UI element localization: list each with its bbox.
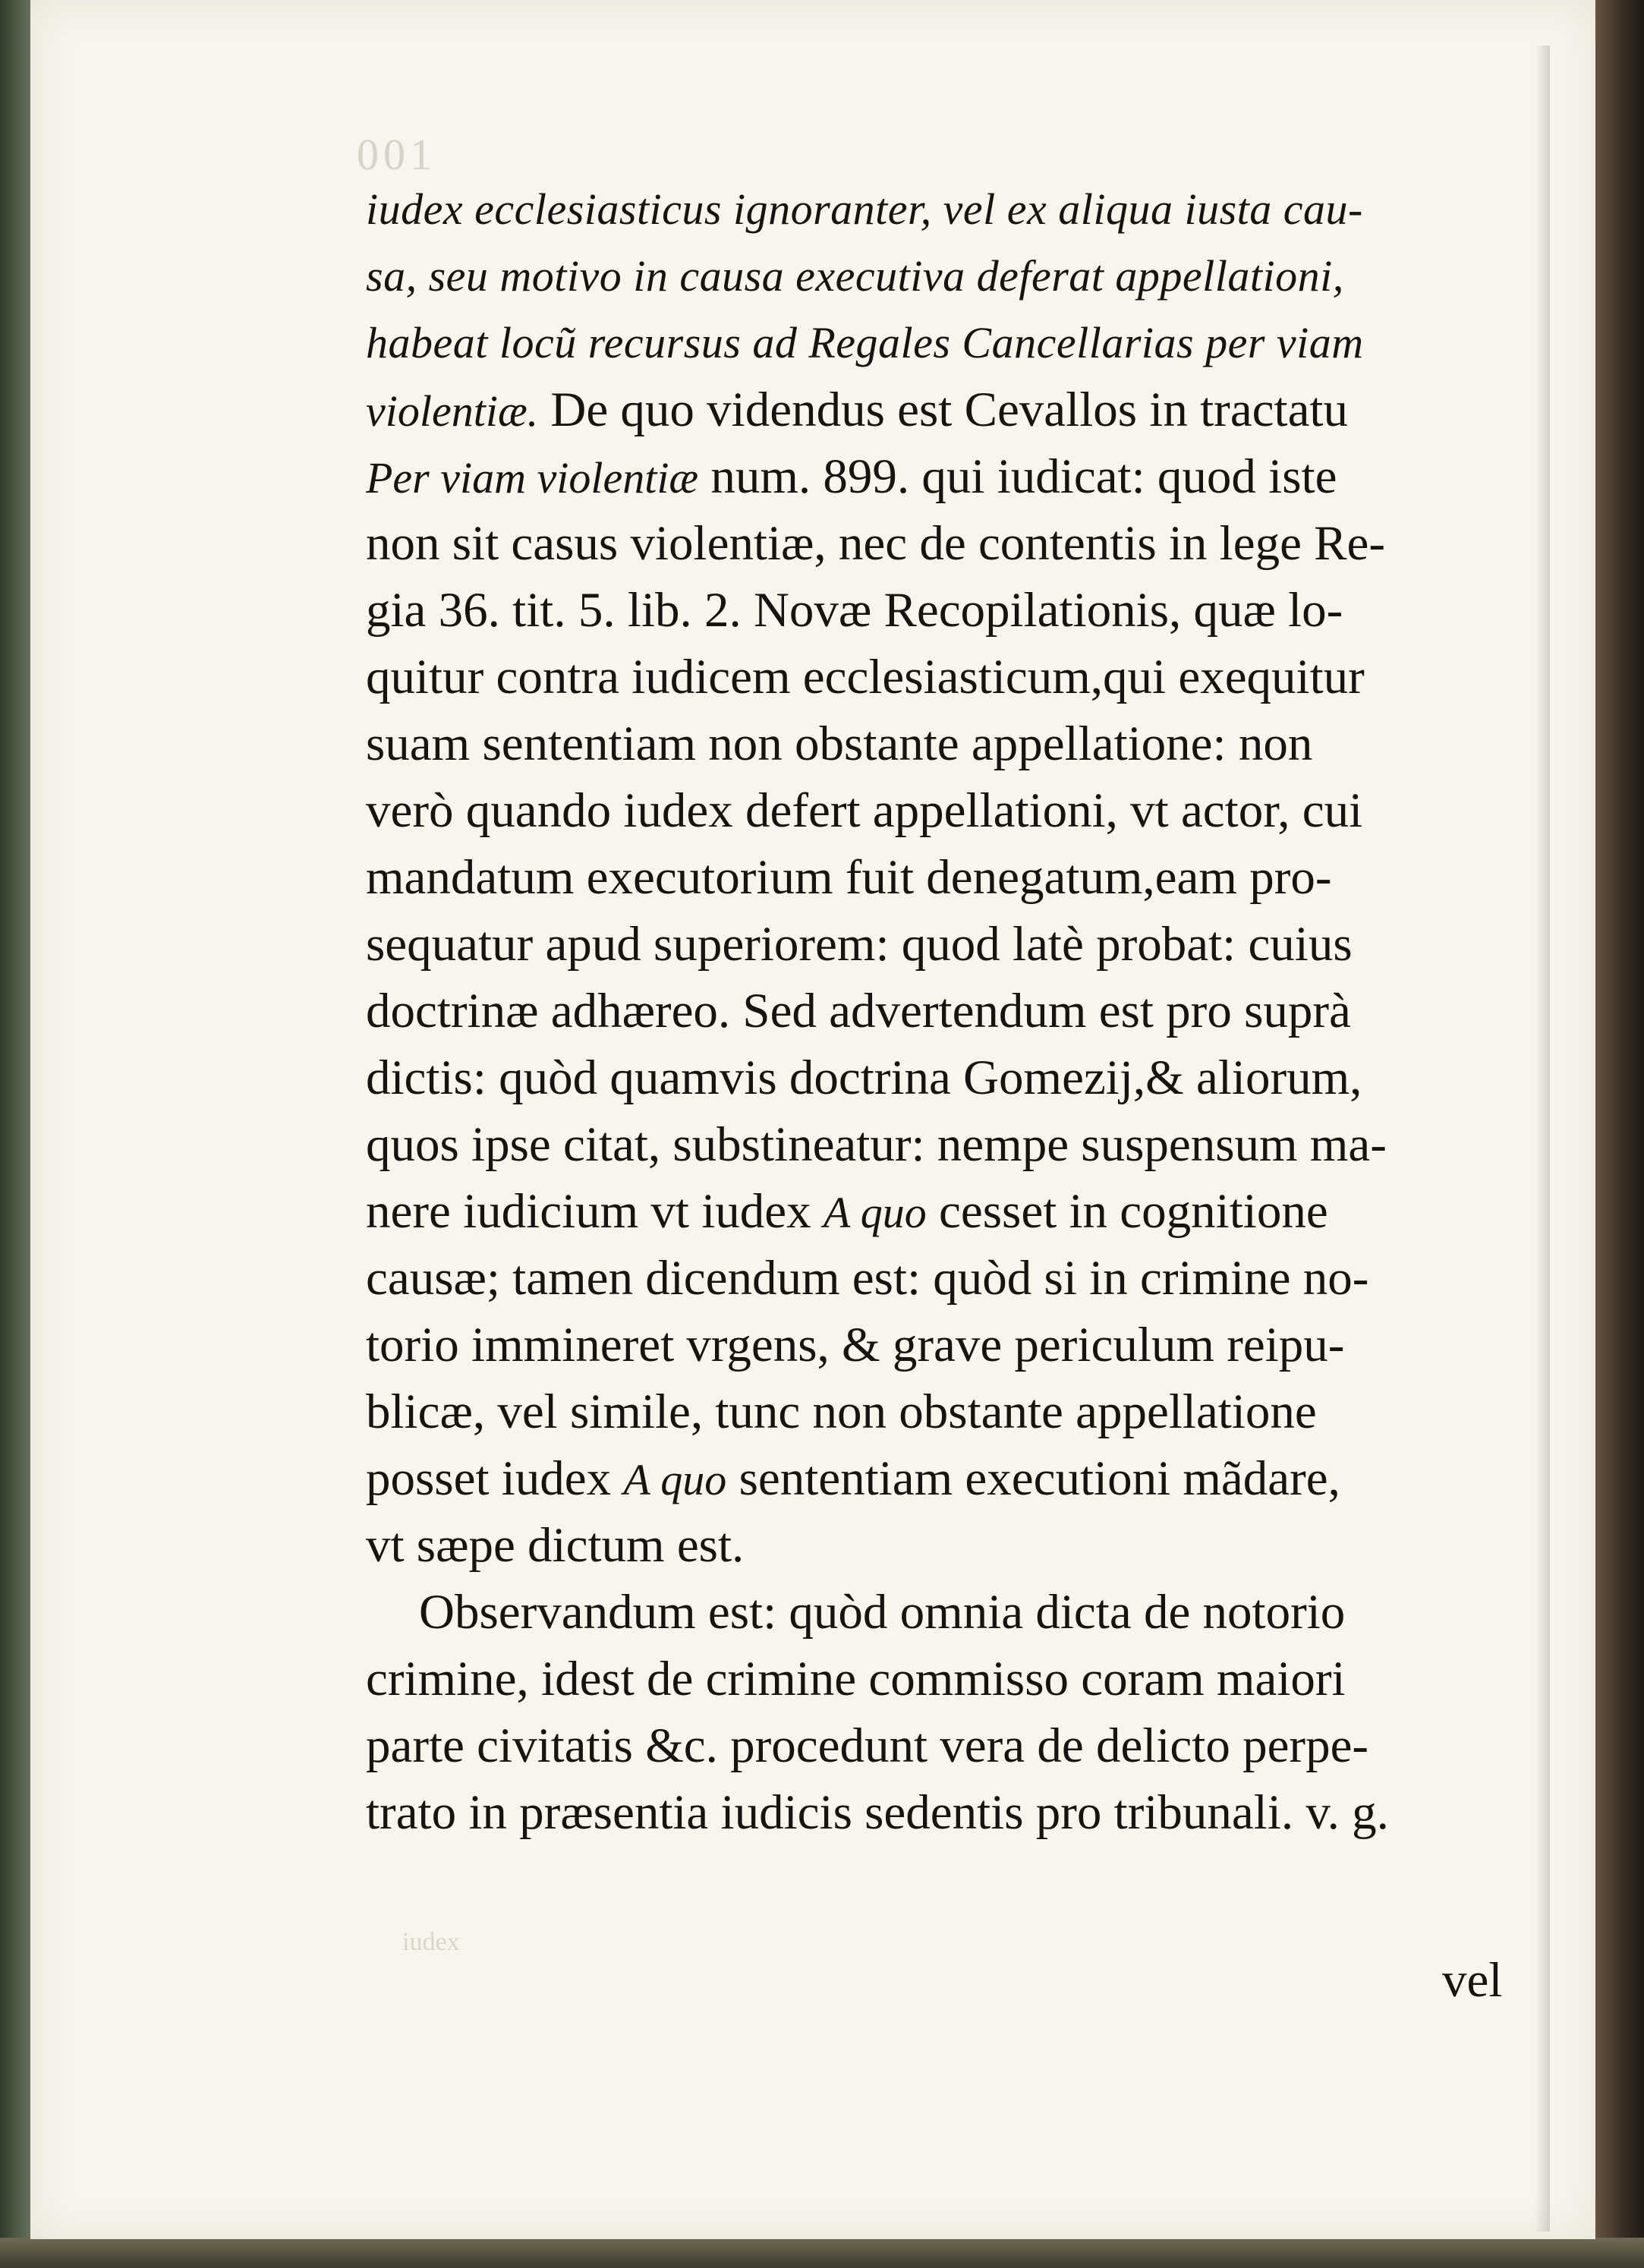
text-line: Observandum est: quòd omnia dicta de notorio bbox=[419, 1585, 1346, 1640]
book-binding-bottom bbox=[0, 2238, 1644, 2268]
bleed-through-page-number: 001 bbox=[357, 130, 436, 179]
text-line: crimine, idest de crimine commisso coram maiori bbox=[366, 1652, 1346, 1706]
roman-span: sententiam executioni mãdare, bbox=[726, 1451, 1340, 1506]
bleed-through-footer: iudex bbox=[402, 1928, 460, 1956]
text-line: suam sententiam non obstante appellatione: non bbox=[366, 717, 1313, 771]
text-line: mandatum executorium fuit denegatum,eam pro- bbox=[366, 850, 1332, 905]
text-line: quos ipse citat, substineatur: nempe suspensum ma- bbox=[366, 1117, 1387, 1172]
italic-span: A quo bbox=[623, 1455, 727, 1504]
text-line: gia 36. tit. 5. lib. 2. Novæ Recopilationis, quæ lo- bbox=[366, 583, 1343, 638]
text-line: dictis: quòd quamvis doctrina Gomezij,& aliorum, bbox=[366, 1051, 1362, 1105]
page-fold-shadow bbox=[1535, 46, 1550, 2232]
italic-span: A quo bbox=[823, 1188, 927, 1237]
catchword: vel bbox=[1442, 1953, 1503, 2008]
roman-span: cesset in cognitione bbox=[926, 1184, 1328, 1239]
book-binding-right bbox=[1591, 0, 1644, 2268]
text-line: sa, seu motivo in causa executiva deferat appellationi, bbox=[366, 251, 1344, 301]
text-line bbox=[366, 443, 1520, 510]
roman-span: nere iudicium vt iudex bbox=[366, 1184, 824, 1239]
text-line: vt sæpe dictum est. bbox=[366, 1518, 745, 1573]
text-line: doctrinæ adhæreo. Sed advertendum est pro suprà bbox=[366, 984, 1351, 1038]
text-line: habeat locũ recursus ad Regales Cancellarias per viam bbox=[366, 318, 1364, 367]
text-line bbox=[366, 1178, 1520, 1245]
italic-span: Per viam violentiæ bbox=[366, 453, 699, 502]
roman-span: posset iudex bbox=[366, 1451, 624, 1506]
text-line bbox=[366, 376, 1520, 443]
text-line: non sit casus violentiæ, nec de contentis in lege Re- bbox=[366, 516, 1386, 571]
text-line: causæ; tamen dicendum est: quòd si in crimine no- bbox=[366, 1251, 1369, 1306]
roman-span: num. 899. qui iudicat: quod iste bbox=[698, 449, 1337, 504]
text-line bbox=[366, 1445, 1520, 1512]
text-line: parte civitatis &c. procedunt vera de delicto perpe- bbox=[366, 1718, 1369, 1773]
text-line: trato in præsentia iudicis sedentis pro tribunali. v. g. bbox=[366, 1785, 1389, 1840]
roman-span: De quo videndus est Cevallos in tractatu bbox=[538, 383, 1348, 437]
text-line: sequatur apud superiorem: quod latè probat: cuius bbox=[366, 917, 1353, 972]
text-line: quitur contra iudicem ecclesiasticum,qui exequitur bbox=[366, 650, 1365, 704]
text-line: iudex ecclesiasticus ignoranter, vel ex aliqua iusta cau- bbox=[366, 184, 1363, 234]
italic-span: violentiæ. bbox=[366, 386, 539, 436]
text-line: torio immineret vrgens, & grave periculum reipu- bbox=[366, 1318, 1345, 1372]
text-line: blicæ, vel simile, tunc non obstante appellatione bbox=[366, 1384, 1317, 1439]
text-line: verò quando iudex defert appellationi, vt actor, cui bbox=[366, 783, 1363, 838]
body-text bbox=[366, 176, 1520, 1846]
